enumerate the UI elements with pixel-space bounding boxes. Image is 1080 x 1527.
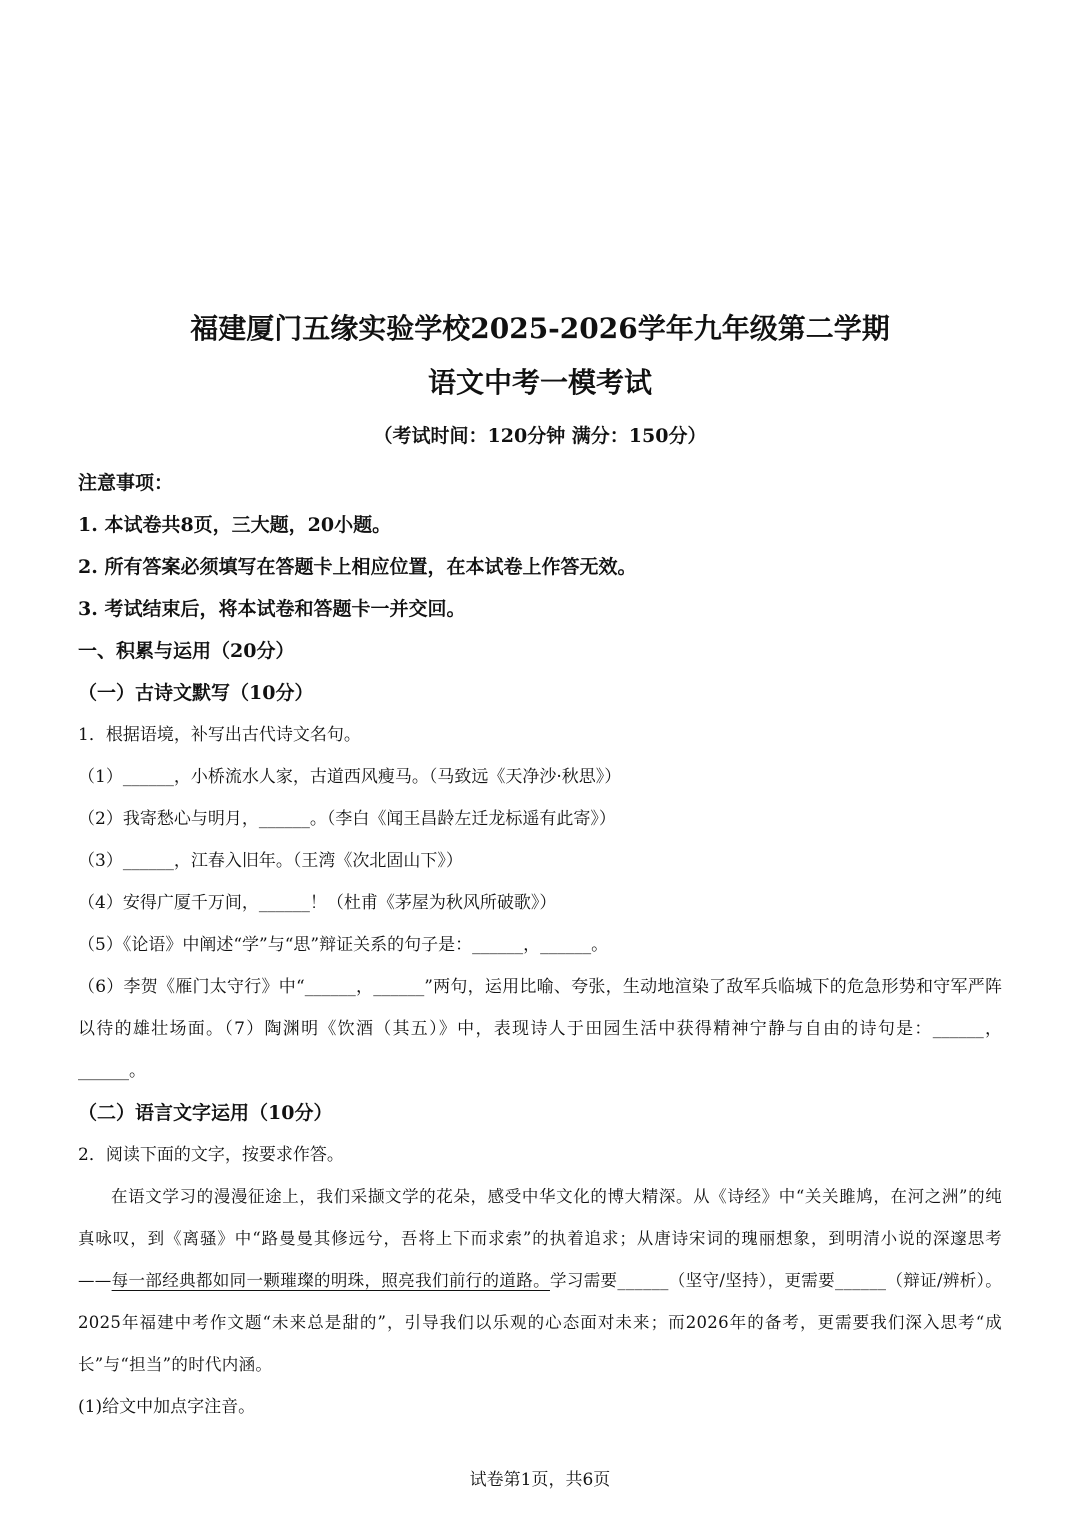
part2-heading: （二）语言文字运用（10分） [78,1102,333,1124]
question-1-item-2: （2）我寄愁心与明月，______。（李白《闻王昌龄左迁龙标遥有此寄》） [78,809,616,829]
question-1-item-6: （6）李贺《雁门太守行》中“______，______”两句，运用比喻、夸张，生动地渲染了敌军兵临城下的危急形势和守军严阵以待的雄壮场面。（7）陶渊明《饮酒（其五）》中，表现诗人于田园生活中获得精神宁静与自由的诗句是：______，______。 [78,977,1002,1081]
question-1-item-1: （1）______，小桥流水人家，古道西风瘦马。（马致远《天净沙·秋思》） [78,767,622,787]
question-1-item-3: （3）______，江春入旧年。（王湾《次北固山下》） [78,851,463,871]
exam-title-line1: 福建厦门五缘实验学校2025-2026学年九年级第二学期 [190,312,890,345]
question-1-item-5: （5）《论语》中阐述“学”与“思”辩证关系的句子是：______，______。 [78,935,609,955]
exam-title-line2: 语文中考一模考试 [427,366,652,399]
note-item-1: 1. 本试卷共8页，三大题，20小题。 [78,514,392,536]
question-2-prompt: 2．阅读下面的文字，按要求作答。 [78,1145,344,1165]
exam-time-info: （考试时间：120分钟 满分：150分） [373,425,707,447]
exam-content [78,462,1002,1428]
reading-passage [78,1176,1002,1386]
page-footer: 试卷第1页，共6页 [469,1470,611,1490]
passage-text-before: 在语文学习的漫漫征途上，我们采撷文学的花朵，感受中华文化的博大精深。从《诗经》中“关关雎鸠，在河之洲”的纯真咏叹，到《离骚》中“路曼曼其修远兮，吾将上下而求索”的执着追求；从唐诗宋词的瑰丽想象，到明清小说的深邃思考—— [78,1187,1002,1290]
question-2-sub-1: (1)给文中加点字注音。 [78,1397,256,1417]
note-item-2: 2. 所有答案必须填写在答题卡上相应位置，在本试卷上作答无效。 [78,556,637,578]
question-1-prompt: 1．根据语境，补写出古代诗文名句。 [78,725,361,745]
question-1-item-4: （4）安得广厦千万间，______！（杜甫《茅屋为秋风所破歌》） [78,893,557,913]
passage-text-after: 学习需要______（坚守/坚持），更需要______（辩证/辨析）。2025年福建中考作文题“未来总是甜的”，引导我们以乐观的心态面对未来；而2026年的备考，更需要我们深入思考“成长”与“担当”的时代内涵。 [78,1271,1002,1374]
passage-underlined-sentence: 每一部经典都如同一颗璀璨的明珠，照亮我们前行的道路。 [111,1271,550,1290]
note-item-3: 3. 考试结束后，将本试卷和答题卡一并交回。 [78,598,466,620]
part1-heading: （一）古诗文默写（10分） [78,682,314,704]
notes-heading: 注意事项： [78,472,174,494]
section1-heading: 一、积累与运用（20分） [78,640,295,662]
